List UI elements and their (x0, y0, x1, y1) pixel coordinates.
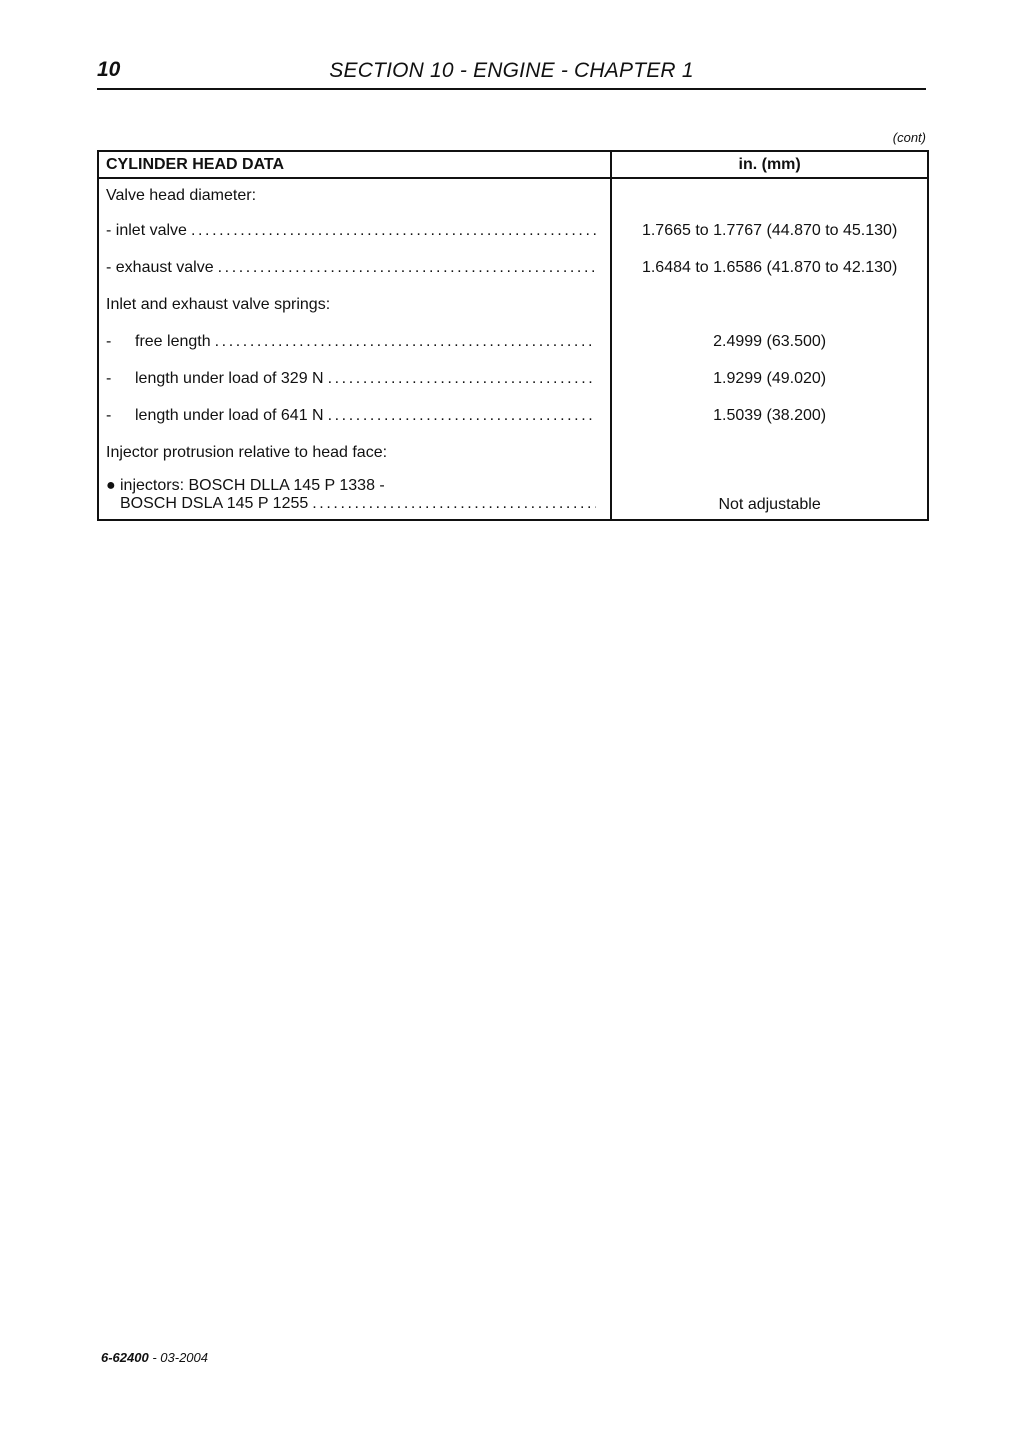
table-row (98, 286, 928, 323)
table-row (98, 397, 928, 434)
row-value: 1.7665 to 1.7767 (44.870 to 45.130) (611, 212, 928, 249)
row-label: free length (135, 332, 211, 350)
row-label: Valve head diameter: (98, 178, 611, 212)
row-label-leader (106, 259, 596, 277)
document-date: 03-2004 (160, 1350, 208, 1365)
page-header (97, 58, 926, 90)
row-label-leader (106, 222, 596, 240)
row-prefix: - (106, 406, 112, 424)
dot-leader (191, 222, 596, 240)
column-header-label: CYLINDER HEAD DATA (98, 151, 611, 178)
row-prefix: - (106, 369, 112, 387)
cylinder-head-data-table (97, 150, 929, 521)
row-label-line2: BOSCH DSLA 145 P 1255 (120, 495, 309, 512)
row-label: Injector protrusion relative to head face: (98, 434, 611, 471)
continued-label: (cont) (892, 130, 926, 145)
row-value (611, 434, 928, 471)
row-label-leader (106, 407, 596, 425)
row-label-leader (106, 333, 596, 351)
row-label: inlet valve (115, 221, 187, 239)
row-label: length under load of 641 N (135, 406, 324, 424)
dot-leader (215, 333, 597, 351)
row-label: exhaust valve (115, 258, 214, 276)
table-row (98, 434, 928, 471)
table-row (98, 249, 928, 286)
table-row (98, 471, 928, 520)
dot-leader (312, 495, 596, 513)
row-prefix: - (106, 332, 112, 350)
row-value: 1.6484 to 1.6586 (41.870 to 42.130) (611, 249, 928, 286)
bullet-icon: ● (106, 477, 116, 494)
dot-leader (218, 259, 597, 277)
row-prefix: - (106, 221, 116, 239)
column-header-units: in. (mm) (611, 151, 928, 178)
row-value (611, 286, 928, 323)
row-value: 1.9299 (49.020) (611, 360, 928, 397)
row-value (611, 178, 928, 212)
row-value: 2.4999 (63.500) (611, 323, 928, 360)
row-value: Not adjustable (611, 471, 928, 520)
page-number: 10 (97, 58, 121, 81)
section-title: SECTION 10 - ENGINE - CHAPTER 1 (329, 59, 694, 82)
table-row (98, 212, 928, 249)
row-label-line1: injectors: BOSCH DLLA 145 P 1338 - (120, 477, 385, 494)
row-prefix: - (106, 258, 116, 276)
row-label: Inlet and exhaust valve springs: (98, 286, 611, 323)
row-value: 1.5039 (38.200) (611, 397, 928, 434)
dot-leader (328, 370, 597, 388)
footer-separator: - (148, 1350, 161, 1365)
dot-leader (328, 407, 597, 425)
table-header-row (98, 151, 928, 178)
row-label-leader (106, 495, 596, 513)
page-footer (101, 1350, 208, 1365)
row-label: length under load of 329 N (135, 369, 324, 387)
table-row (98, 323, 928, 360)
document-code: 6-62400 (101, 1350, 149, 1365)
table-row (98, 178, 928, 212)
table-row (98, 360, 928, 397)
row-label-leader (106, 370, 596, 388)
